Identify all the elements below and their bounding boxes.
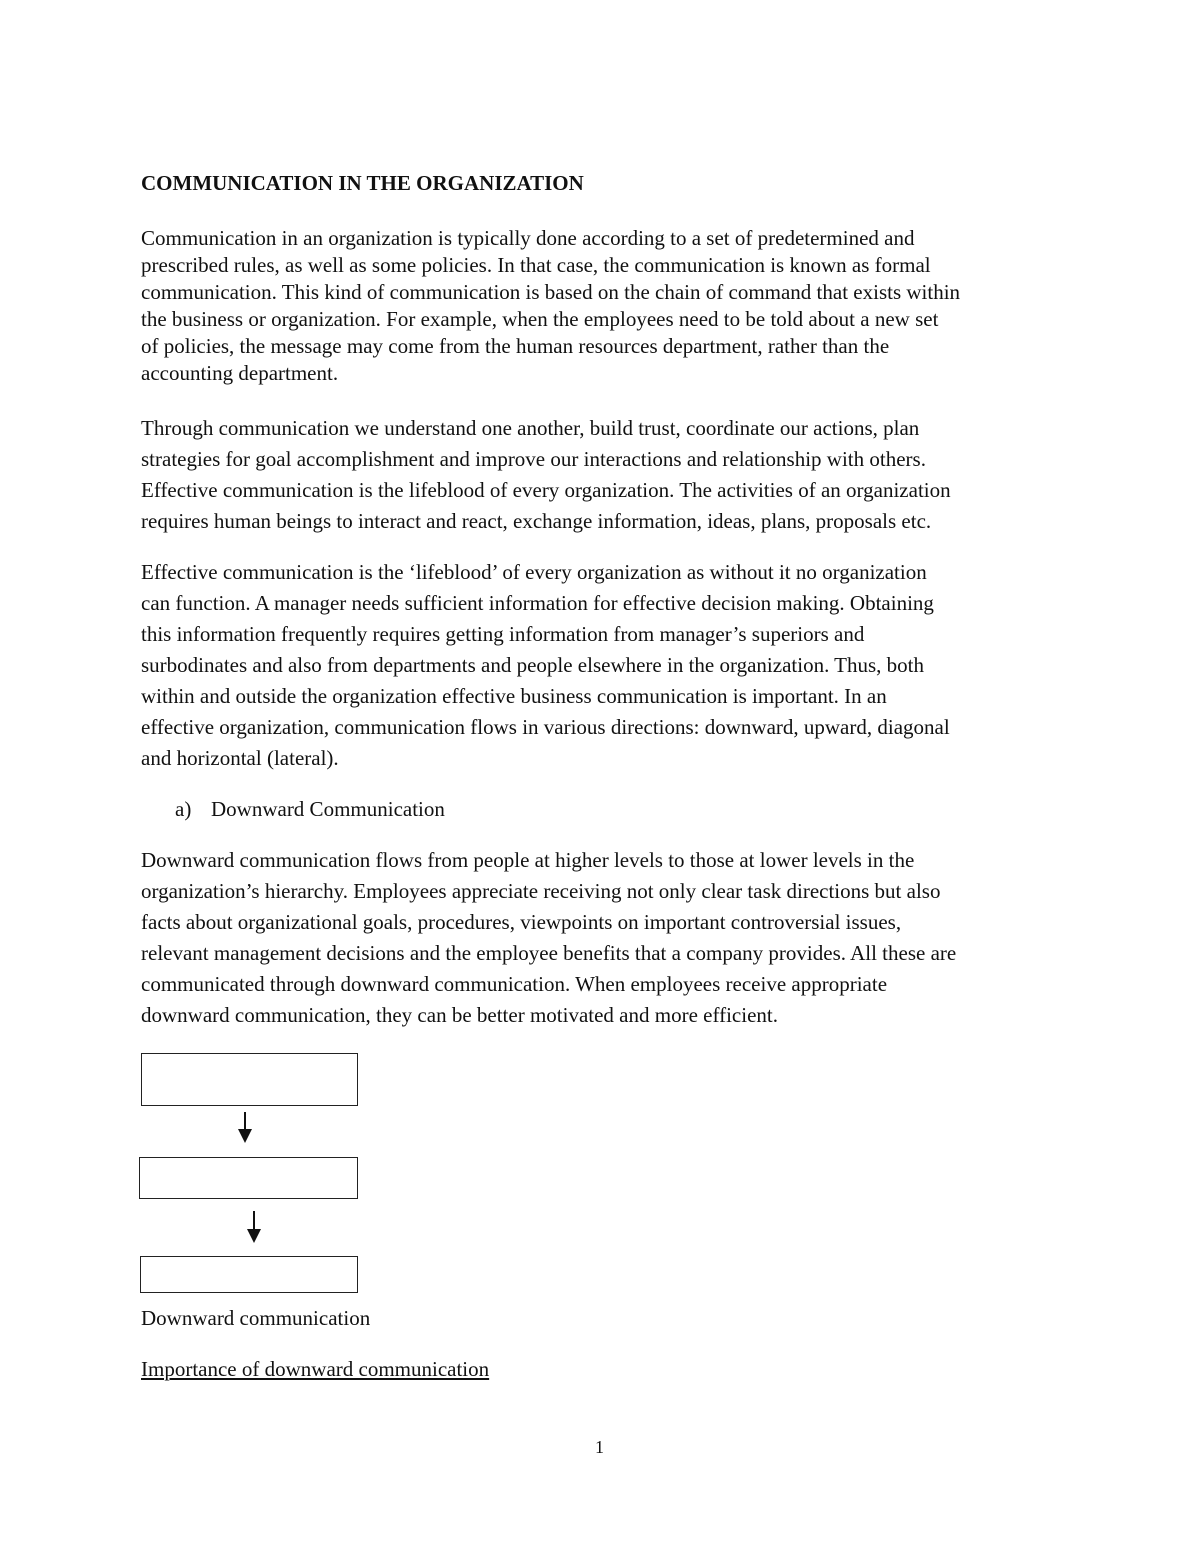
text-line: can function. A manager needs sufficient information for effective decision making. Obtaining — [141, 591, 934, 615]
text-line: surbodinates and also from departments and people elsewhere in the organization. Thus, both — [141, 653, 925, 677]
text-line: Communication in an organization is typically done according to a set of predetermined and — [141, 226, 915, 250]
text-line: accounting department. — [141, 361, 339, 385]
diagram-caption: Downward communication — [141, 1306, 371, 1330]
text-line: requires human beings to interact and react, exchange information, ideas, plans, proposals etc. — [141, 509, 932, 533]
text-line: communicated through downward communication. When employees receive appropriate — [141, 972, 888, 996]
text-line: communication. This kind of communication is based on the chain of command that exists within — [141, 280, 961, 304]
list-item-heading: Downward Communication — [211, 797, 445, 821]
list-marker: a) — [175, 797, 192, 821]
text-line: this information frequently requires getting information from manager’s superiors and — [141, 622, 865, 646]
text-line: Downward communication flows from people at higher levels to those at lower levels in the — [141, 848, 915, 872]
text-line: the business or organization. For example, when the employees need to be told about a new set — [141, 307, 939, 331]
text-line: relevant management decisions and the employee benefits that a company provides. All these are — [141, 941, 957, 965]
diagram-box-top — [141, 1053, 358, 1106]
text-line: prescribed rules, as well as some policies. In that case, the communication is known as formal — [141, 253, 931, 277]
document-title: COMMUNICATION IN THE ORGANIZATION — [141, 171, 584, 195]
diagram-box-middle — [139, 1157, 358, 1199]
text-line: facts about organizational goals, procedures, viewpoints on important controversial issues, — [141, 910, 902, 934]
text-line: Effective communication is the ‘lifeblood’ of every organization as without it no organization — [141, 560, 927, 584]
text-line: of policies, the message may come from the human resources department, rather than the — [141, 334, 890, 358]
diagram-box-bottom — [140, 1256, 358, 1293]
section-subheading: Importance of downward communication — [141, 1357, 490, 1381]
text-line: within and outside the organization effective business communication is important. In an — [141, 684, 887, 708]
text-line: Effective communication is the lifeblood of every organization. The activities of an organization — [141, 478, 951, 502]
text-line: and horizontal (lateral). — [141, 746, 339, 770]
text-line: organization’s hierarchy. Employees appreciate receiving not only clear task directions but also — [141, 879, 941, 903]
text-line: strategies for goal accomplishment and improve our interactions and relationship with others. — [141, 447, 926, 471]
text-line: effective organization, communication flows in various directions: downward, upward, diagonal — [141, 715, 950, 739]
arrow-down-icon — [238, 1112, 252, 1143]
text-line: Through communication we understand one another, build trust, coordinate our actions, plan — [141, 416, 920, 440]
text-line: downward communication, they can be better motivated and more efficient. — [141, 1003, 778, 1027]
page-number: 1 — [595, 1437, 604, 1457]
arrow-down-icon — [247, 1211, 261, 1243]
